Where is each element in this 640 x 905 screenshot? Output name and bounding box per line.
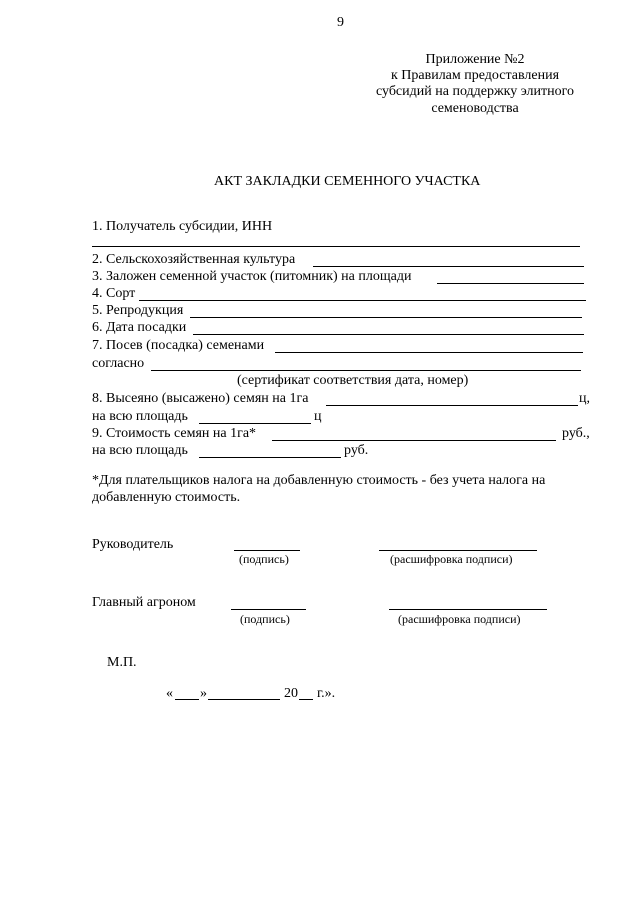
field-8-area-line[interactable] xyxy=(199,423,311,424)
appendix-line-2: к Правилам предоставления xyxy=(390,68,560,83)
date-day-line[interactable] xyxy=(175,699,199,700)
footnote-line-2: добавленную стоимость. xyxy=(92,490,241,505)
field-3-line[interactable] xyxy=(437,283,584,284)
field-7-label: 7. Посев (посадка) семенами xyxy=(92,338,265,353)
field-8-line[interactable] xyxy=(326,405,578,406)
date-year-line[interactable] xyxy=(299,699,313,700)
agronomist-decode-line[interactable] xyxy=(389,609,547,610)
field-9-area-label: на всю площадь xyxy=(92,443,188,458)
agronomist-signature-line[interactable] xyxy=(231,609,306,610)
document-title: АКТ ЗАКЛАДКИ СЕМЕННОГО УЧАСТКА xyxy=(214,174,481,189)
field-7-line[interactable] xyxy=(275,352,583,353)
appendix-line-1: Приложение №2 xyxy=(425,52,525,67)
field-8-area-label: на всю площадь xyxy=(92,409,188,424)
head-signature-hint: (подпись) xyxy=(239,552,289,566)
page-number: 9 xyxy=(337,15,344,30)
date-year-prefix: 20 xyxy=(284,686,298,701)
date-month-line[interactable] xyxy=(208,699,280,700)
head-label: Руководитель xyxy=(92,537,174,552)
appendix-line-3: субсидий на поддержку элитного xyxy=(375,84,575,99)
agronomist-signature-hint: (подпись) xyxy=(240,612,290,626)
date-year-suffix: г.». xyxy=(317,686,336,701)
field-9-unit: руб., xyxy=(562,426,590,441)
field-3-label: 3. Заложен семенной участок (питомник) на площади xyxy=(92,269,412,284)
head-signature-line[interactable] xyxy=(234,550,300,551)
field-4-label: 4. Сорт xyxy=(92,286,136,301)
head-decode-line[interactable] xyxy=(379,550,537,551)
field-7-hint: (сертификат соответствия дата, номер) xyxy=(237,373,469,388)
field-9-area-unit: руб. xyxy=(344,443,369,458)
field-9-line[interactable] xyxy=(272,440,556,441)
field-6-label: 6. Дата посадки xyxy=(92,320,187,335)
field-7-soglasno: согласно xyxy=(92,356,145,371)
date-close-quote: » xyxy=(200,686,207,701)
field-1-label: 1. Получатель субсидии, ИНН xyxy=(92,219,273,234)
field-2-label: 2. Сельскохозяйственная культура xyxy=(92,252,296,267)
date-open-quote: « xyxy=(166,686,173,701)
agronomist-label: Главный агроном xyxy=(92,595,196,610)
field-5-line[interactable] xyxy=(190,317,582,318)
field-8-label: 8. Высеяно (высажено) семян на 1га xyxy=(92,391,309,406)
field-9-area-line[interactable] xyxy=(199,457,341,458)
field-8-unit: ц, xyxy=(579,391,590,406)
field-1-line[interactable] xyxy=(92,246,580,247)
field-8-area-unit: ц xyxy=(314,409,322,424)
head-decode-hint: (расшифровка подписи) xyxy=(390,552,513,566)
field-5-label: 5. Репродукция xyxy=(92,303,184,318)
agronomist-decode-hint: (расшифровка подписи) xyxy=(398,612,521,626)
field-4-line[interactable] xyxy=(139,300,586,301)
footnote-line-1: *Для плательщиков налога на добавленную стоимость - без учета налога на xyxy=(92,473,546,488)
field-9-label: 9. Стоимость семян на 1га* xyxy=(92,426,257,441)
stamp-label: М.П. xyxy=(107,655,137,670)
field-6-line[interactable] xyxy=(193,334,584,335)
field-7-certificate-line[interactable] xyxy=(151,370,581,371)
field-2-line[interactable] xyxy=(313,266,584,267)
appendix-line-4: семеноводства xyxy=(431,101,519,116)
